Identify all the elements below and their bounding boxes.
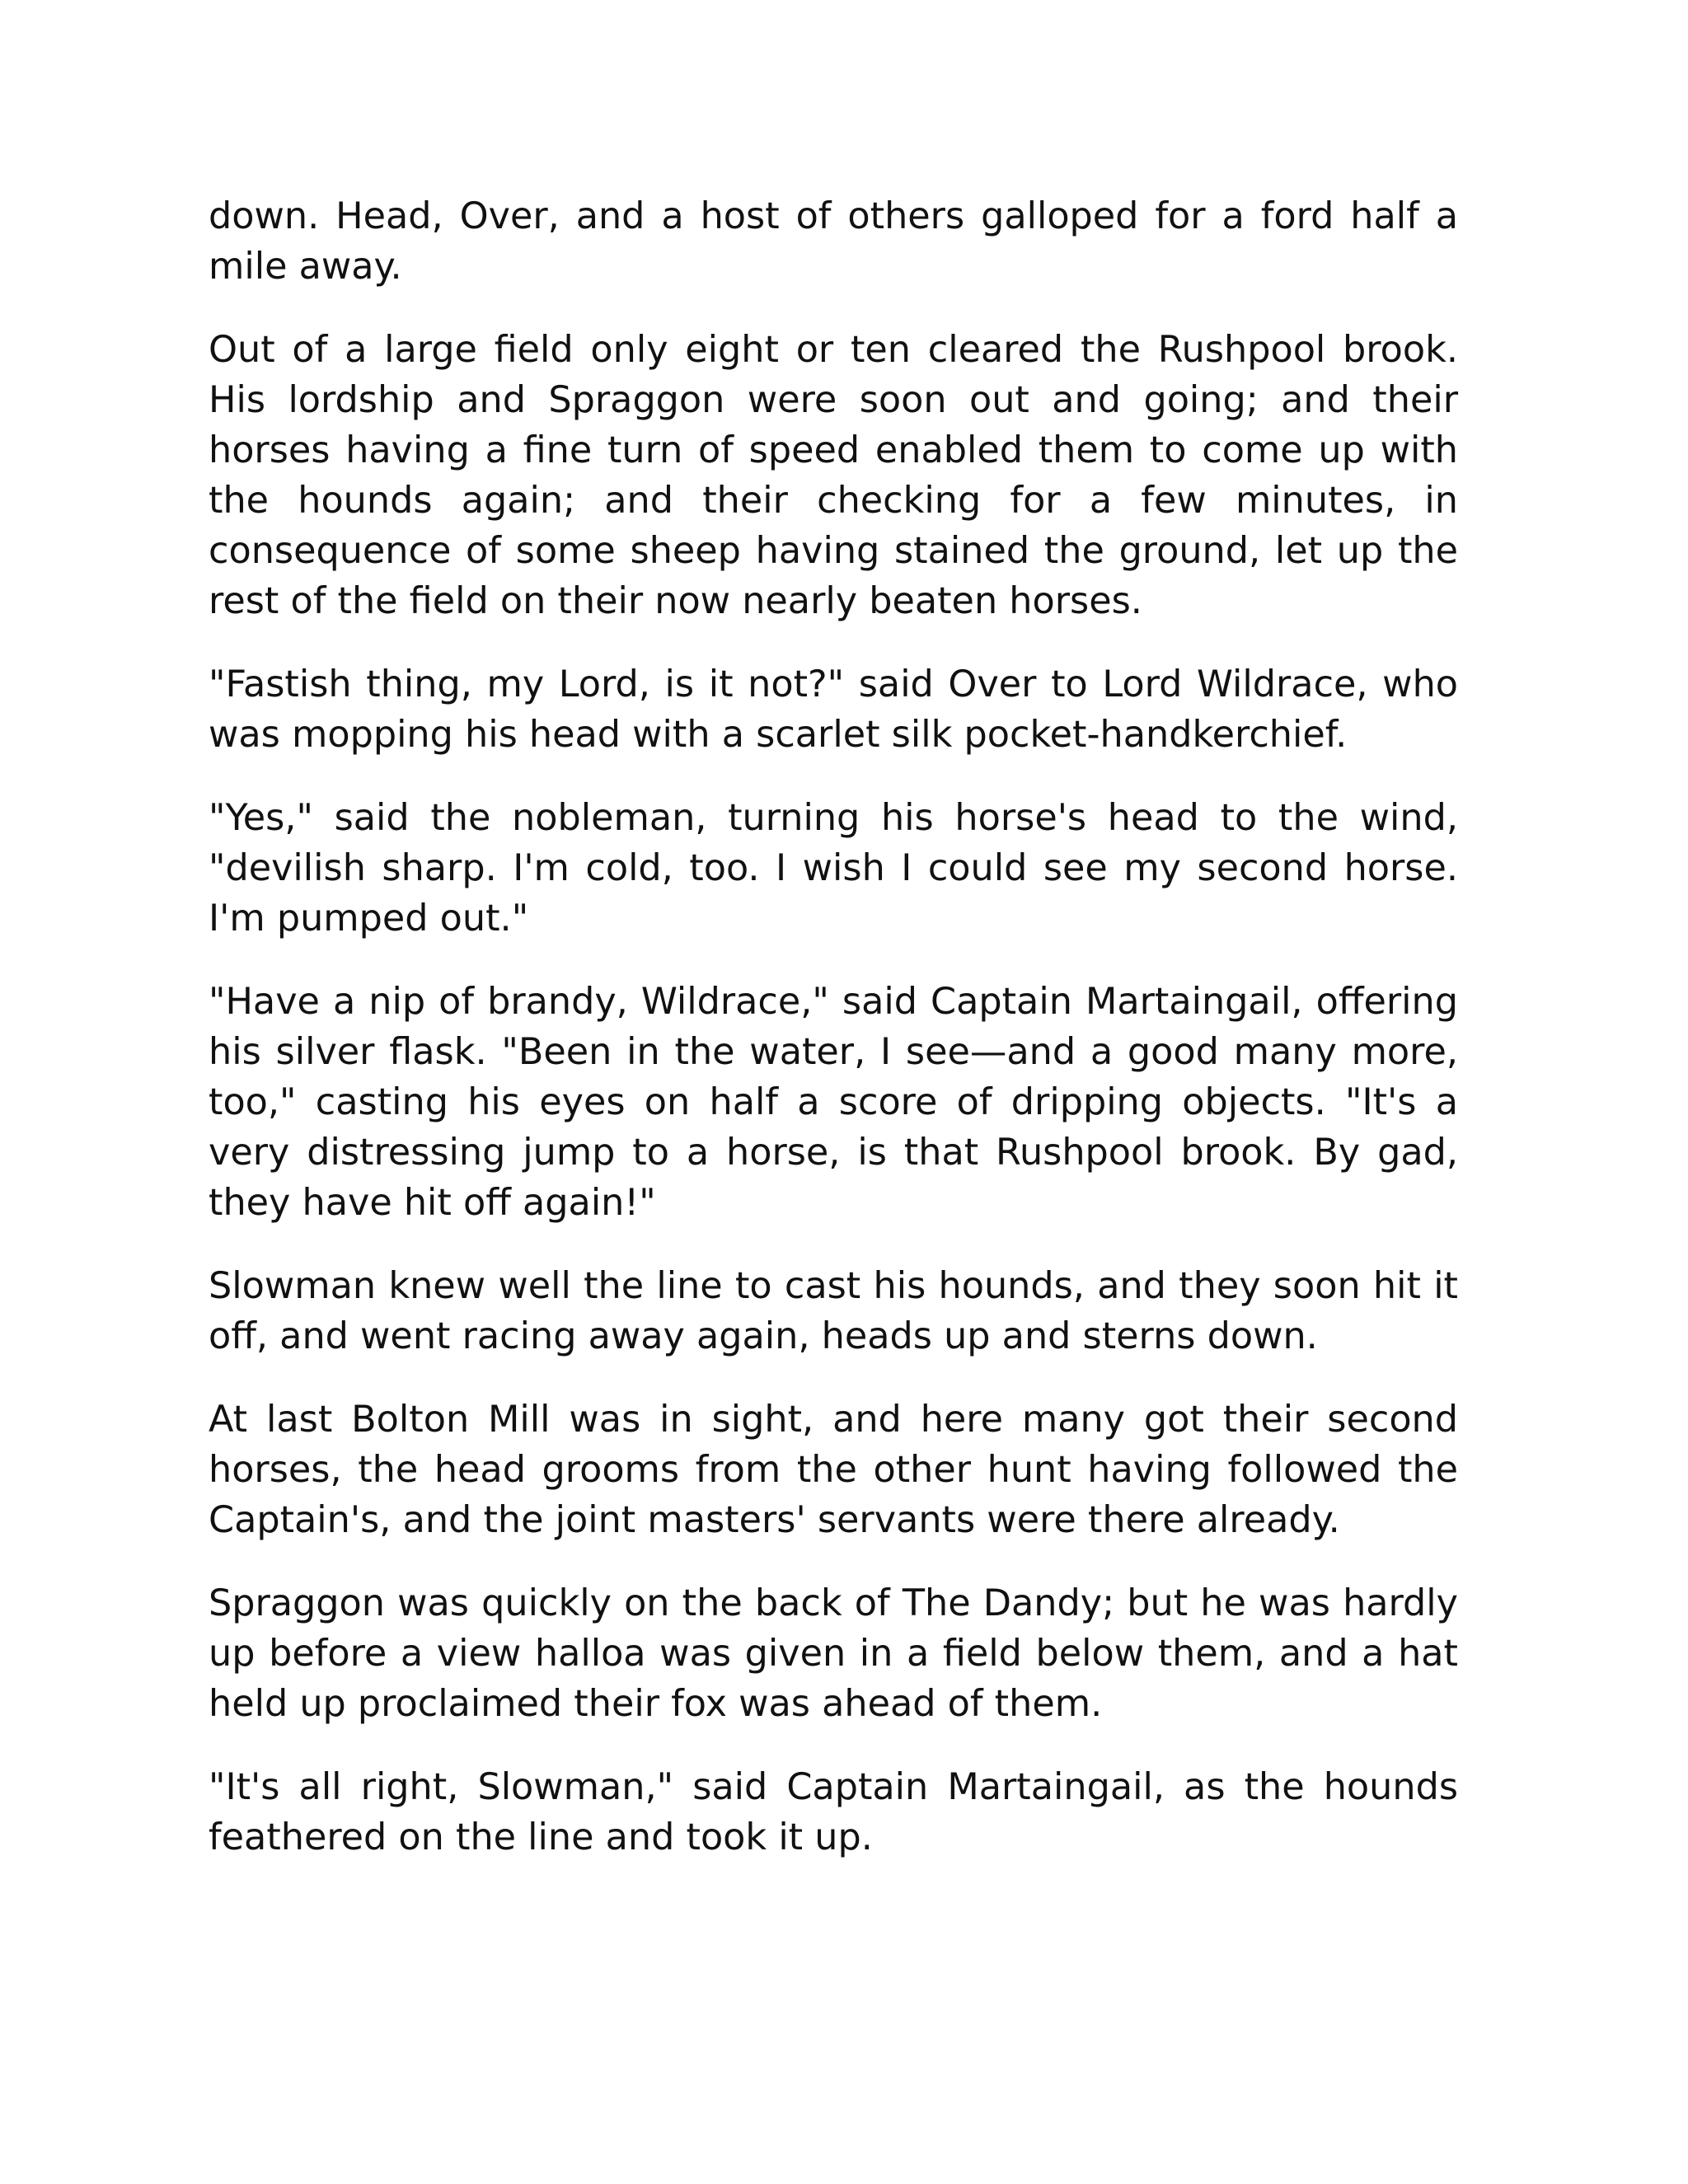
paragraph-2: Out of a large field only eight or ten cleared the Rushpool brook. His lordship and Spraggon were soon out and going; and their horses having a fine turn of speed enabled them to come up with the hounds again; and their checking for a few minutes, in consequence of some sheep having stained the ground, let up the rest of the field on their now nearly beaten horses. <box>209 329 1458 622</box>
paragraph-6: Slowman knew well the line to cast his hounds, and they soon hit it off, and went racing away again, heads up and sterns down. <box>209 1265 1458 1357</box>
body-text <box>209 191 1458 1896</box>
paragraph-5: "Have a nip of brandy, Wildrace," said Captain Martaingail, offering his silver flask. "Been in the water, I see—and a good many more, too," casting his eyes on half a score of dripping objects. "It's a very distressing jump to a horse, is that Rushpool brook. By gad, they have hit off again!" <box>209 981 1458 1224</box>
paragraph-8: Spraggon was quickly on the back of The Dandy; but he was hardly up before a view halloa was given in a field below them, and a hat held up proclaimed their fox was ahead of them. <box>209 1582 1458 1725</box>
paragraph-7: At last Bolton Mill was in sight, and here many got their second horses, the head grooms from the other hunt having followed the Captain's, and the joint masters' servants were there already. <box>209 1399 1458 1541</box>
paragraph-1: down. Head, Over, and a host of others galloped for a ford half a mile away. <box>209 195 1458 288</box>
paragraph-9: "It's all right, Slowman," said Captain Martaingail, as the hounds feathered on the line and took it up. <box>209 1766 1458 1858</box>
paragraph-4: "Yes," said the nobleman, turning his horse's head to the wind, "devilish sharp. I'm cold, too. I wish I could see my second horse. I'm pumped out." <box>209 797 1458 940</box>
paragraph-3: "Fastish thing, my Lord, is it not?" said Over to Lord Wildrace, who was mopping his head with a scarlet silk pocket-handkerchief. <box>209 663 1458 756</box>
